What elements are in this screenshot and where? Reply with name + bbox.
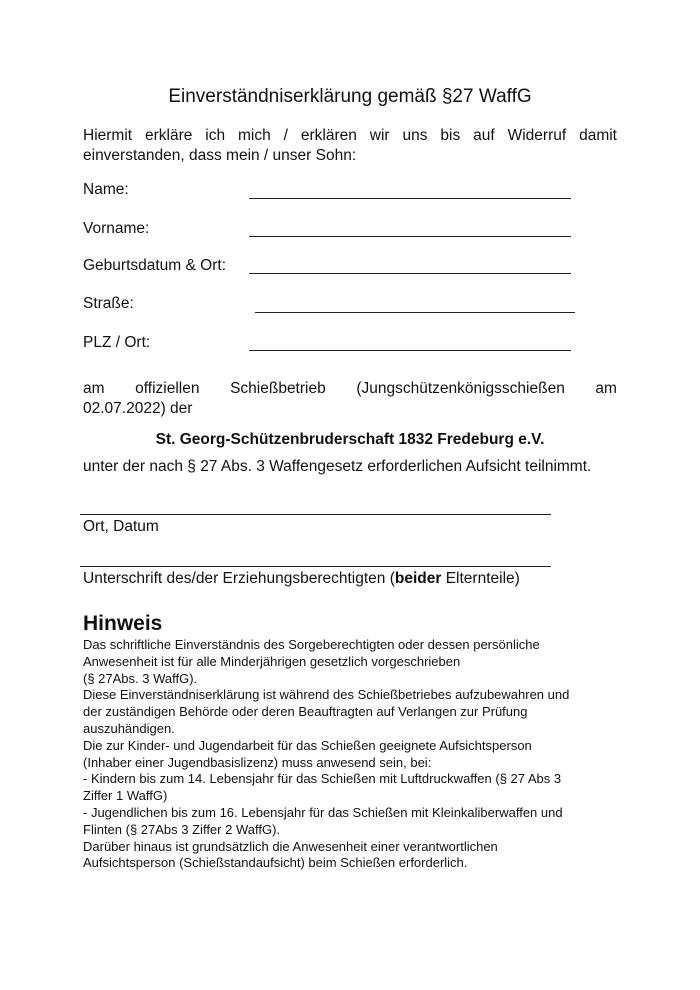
place-date-line[interactable] [80,514,551,515]
event-word: am [83,380,105,397]
field-label-plz-ort: PLZ / Ort: [83,334,151,351]
note-line: (§ 27Abs. 3 WaffG). [83,670,198,686]
note-line: Darüber hinaus ist grundsätzlich die Anwesenheit einer verantwortlichen [83,838,498,854]
signature-label [83,570,520,588]
field-line-vorname[interactable] [249,236,571,237]
place-date-label: Ort, Datum [83,518,159,535]
note-line: Diese Einverständniserklärung ist während des Schießbetriebes aufzubewahren und [83,687,570,703]
field-line-strasse[interactable] [255,312,575,313]
note-line: (Inhaber einer Jugendbasislizenz) muss anwesend sein, bei: [83,754,432,770]
note-line: - Jugendlichen bis zum 16. Lebensjahr für das Schießen mit Kleinkaliberwaffen und [83,804,563,820]
note-body [83,637,623,872]
note-line: Ziffer 1 WaffG) [83,788,168,804]
note-heading: Hinweis [83,612,163,635]
signature-label-suffix: Elternteile) [441,570,520,587]
field-label-geburtsdatum: Geburtsdatum & Ort: [83,257,226,274]
signature-label-emphasis: beider [394,570,442,587]
note-line: Aufsichtsperson (Schießstandaufsicht) beim Schießen erforderlich. [83,855,468,871]
signature-line[interactable] [80,566,551,567]
supervision-text: unter der nach § 27 Abs. 3 Waffengesetz erforderlichen Aufsicht teilnimmt. [83,458,592,475]
note-line: auszuhändigen. [83,720,175,736]
organization-name: St. Georg-Schützenbruderschaft 1832 Fredeburg e.V. [155,431,545,448]
signature-label-prefix: Unterschrift des/der Erziehungsberechtigten ( [83,570,395,587]
event-word: Schießbetrieb [230,380,326,397]
document-title: Einverständniserklärung gemäß §27 WaffG [168,86,532,107]
event-line [83,380,617,398]
event-line-continuation: 02.07.2022) der [83,400,193,417]
field-line-name[interactable] [249,198,571,199]
note-line: Das schriftliche Einverständnis des Sorgeberechtigten oder dessen persönliche [83,637,540,652]
field-label-strasse: Straße: [83,295,134,312]
event-word: offiziellen [135,380,200,397]
note-line: Anwesenheit ist für alle Minderjährigen gesetzlich vorgeschrieben [83,653,461,669]
note-line: der zuständigen Behörde oder deren Beauftragten auf Verlangen zur Prüfung [83,704,528,720]
field-label-name: Name: [83,181,129,198]
event-word: am [595,380,617,397]
event-word: (Jungschützenkönigsschießen [356,380,565,397]
note-line: Die zur Kinder- und Jugendarbeit für das Schießen geeignete Aufsichtsperson [83,737,532,753]
note-line: - Kindern bis zum 14. Lebensjahr für das Schießen mit Luftdruckwaffen (§ 27 Abs 3 [83,771,562,787]
note-line: Flinten (§ 27Abs 3 Ziffer 2 WaffG). [83,821,281,837]
field-line-plz-ort[interactable] [249,350,571,351]
field-label-vorname: Vorname: [83,220,150,237]
intro-paragraph: Hiermit erkläre ich mich / erklären wir uns bis auf Widerruf damit einverstanden, dass mein / unser Sohn: [83,127,617,164]
field-line-geburtsdatum[interactable] [249,273,571,274]
